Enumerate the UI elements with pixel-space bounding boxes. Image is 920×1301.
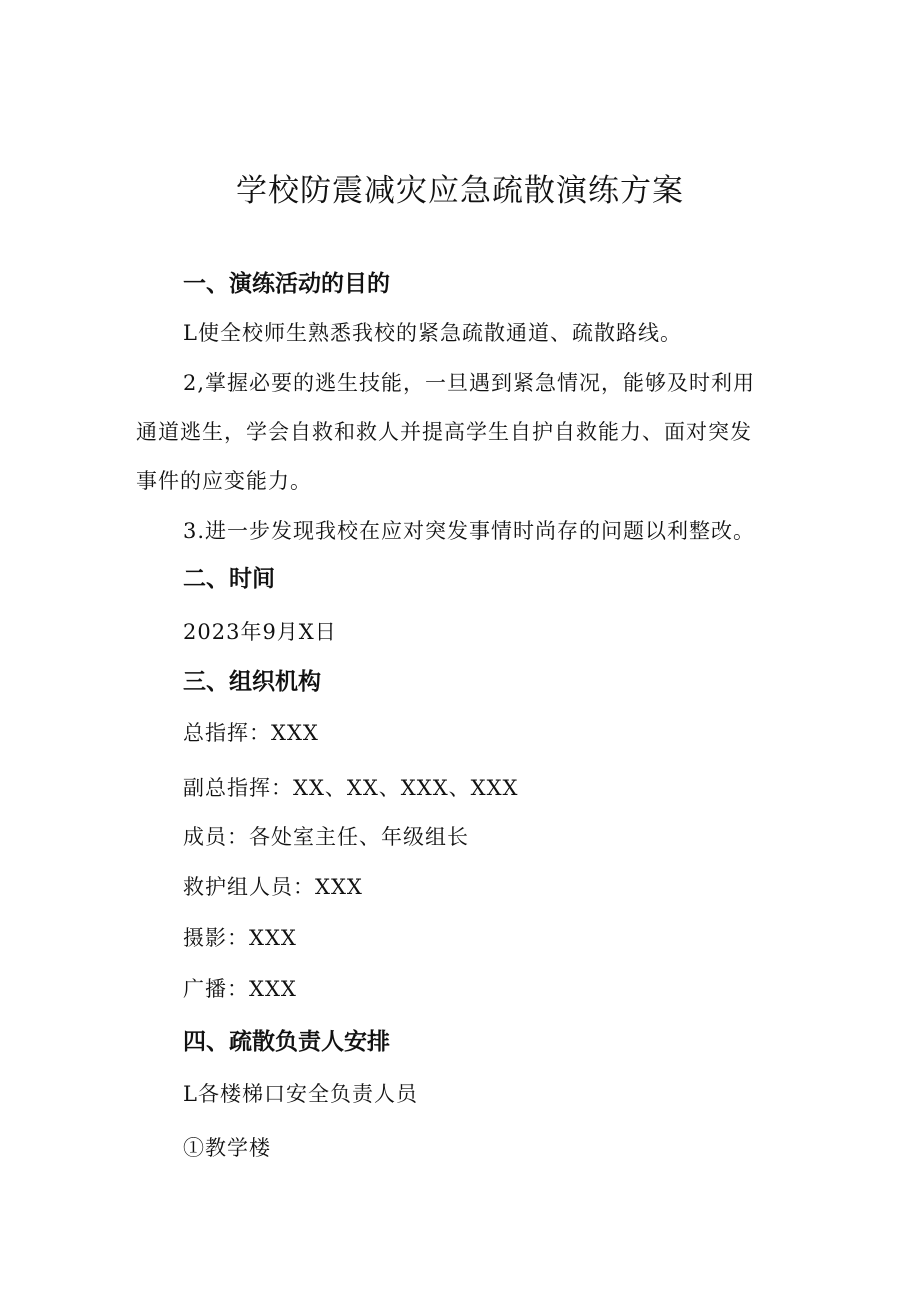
org-line-deputy-commander: 副总指挥：XX、XX、XXX、XXX	[183, 776, 519, 800]
section-heading-organization: 三、组织机构	[183, 669, 321, 695]
section-heading-purpose: 一、演练活动的目的	[183, 271, 390, 297]
org-line-rescue-team: 救护组人员：XXX	[183, 875, 363, 899]
org-line-members: 成员：各处室主任、年级组长	[183, 825, 469, 849]
paragraph-line: L各楼梯口安全负责人员	[183, 1082, 418, 1106]
paragraph-line: 事件的应变能力。	[136, 469, 312, 493]
section-heading-evacuation: 四、疏散负责人安排	[183, 1029, 390, 1055]
section-heading-time: 二、时间	[183, 566, 275, 592]
paragraph-line: 2,掌握必要的逃生技能，一旦遇到紧急情况，能够及时利用	[183, 371, 756, 395]
paragraph-line: ①教学楼	[183, 1136, 271, 1160]
org-line-commander: 总指挥：XXX	[183, 721, 319, 745]
paragraph-line: L使全校师生熟悉我校的紧急疏散通道、疏散路线。	[183, 321, 682, 345]
paragraph-line: 3.进一步发现我校在应对突发事情时尚存的问题以利整改。	[183, 519, 756, 543]
org-line-photography: 摄影：XXX	[183, 926, 297, 950]
org-line-broadcast: 广播：XXX	[183, 977, 297, 1001]
document-title: 学校防震减灾应急疏散演练方案	[236, 173, 684, 209]
date-line: 2023年9月X日	[183, 620, 337, 644]
paragraph-line: 通道逃生，学会自救和救人并提高学生自护自救能力、面对突发	[136, 420, 752, 444]
